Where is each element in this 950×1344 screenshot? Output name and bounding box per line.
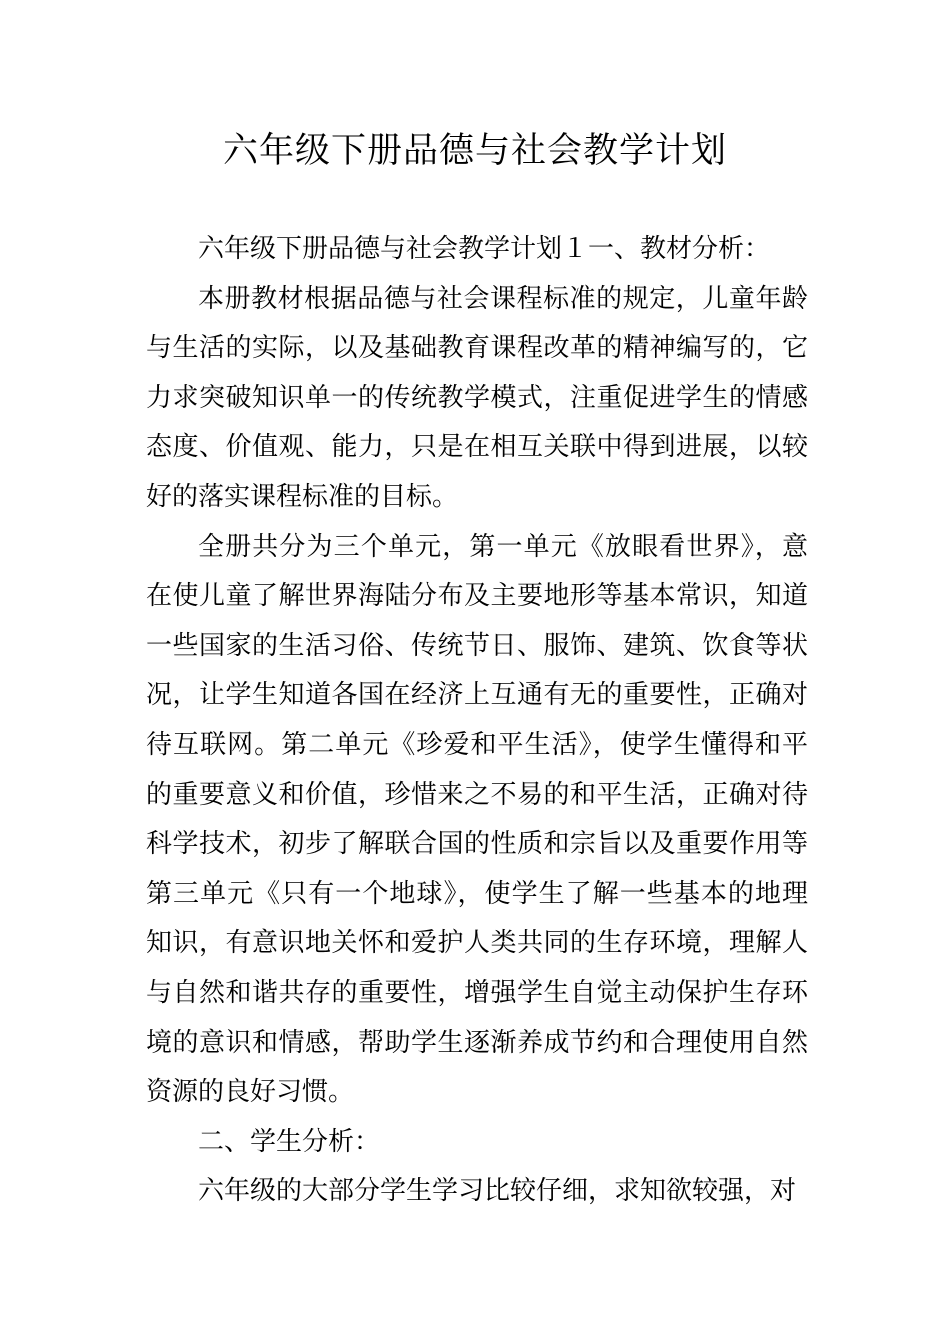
document-body <box>146 225 808 1217</box>
paragraph-heading-student-analysis: 二、学生分析： <box>198 1126 381 1157</box>
paragraph-heading-textbook-analysis: 六年级下册品德与社会教学计划１一、教材分析： <box>198 234 771 264</box>
paragraph-student-analysis: 六年级的大部分学生学习比较仔细，求知欲较强，对 <box>198 1176 797 1207</box>
paragraph-textbook-overview: 本册教材根据品德与社会课程标准的规定，儿童年龄与生活的实际，以及基础教育课程改革的精神编写的，它力求突破知识单一的传统教学模式，注重促进学生的情感态度、价值观、能力，只是在相互关联中得到进展，以较好的落实课程标准的目标。 <box>146 283 808 512</box>
paragraph-units-description: 全册共分为三个单元，第一单元《放眼看世界》，意在使儿童了解世界海陆分布及主要地形等基本常识，知道一些国家的生活习俗、传统节日、服饰、建筑、饮食等状况，让学生知道各国在经济上互通有无的重要性，正确对待互联网。第二单元《珍爱和平生活》，使学生懂得和平的重要意义和价值，珍惜来之不易的和平生活，正确对待科学技术，初步了解联合国的性质和宗旨以及重要作用等第三单元《只有一个地球》，使学生了解一些基本的地理知识，有意识地关怀和爱护人类共同的生存环境，理解人与自然和谐共存的重要性，增强学生自觉主动保护生存环境的意识和情感，帮助学生逐渐养成节约和合理使用自然资源的良好习惯。 <box>146 531 808 1108</box>
document-title: 六年级下册品德与社会教学计划 <box>222 131 727 171</box>
